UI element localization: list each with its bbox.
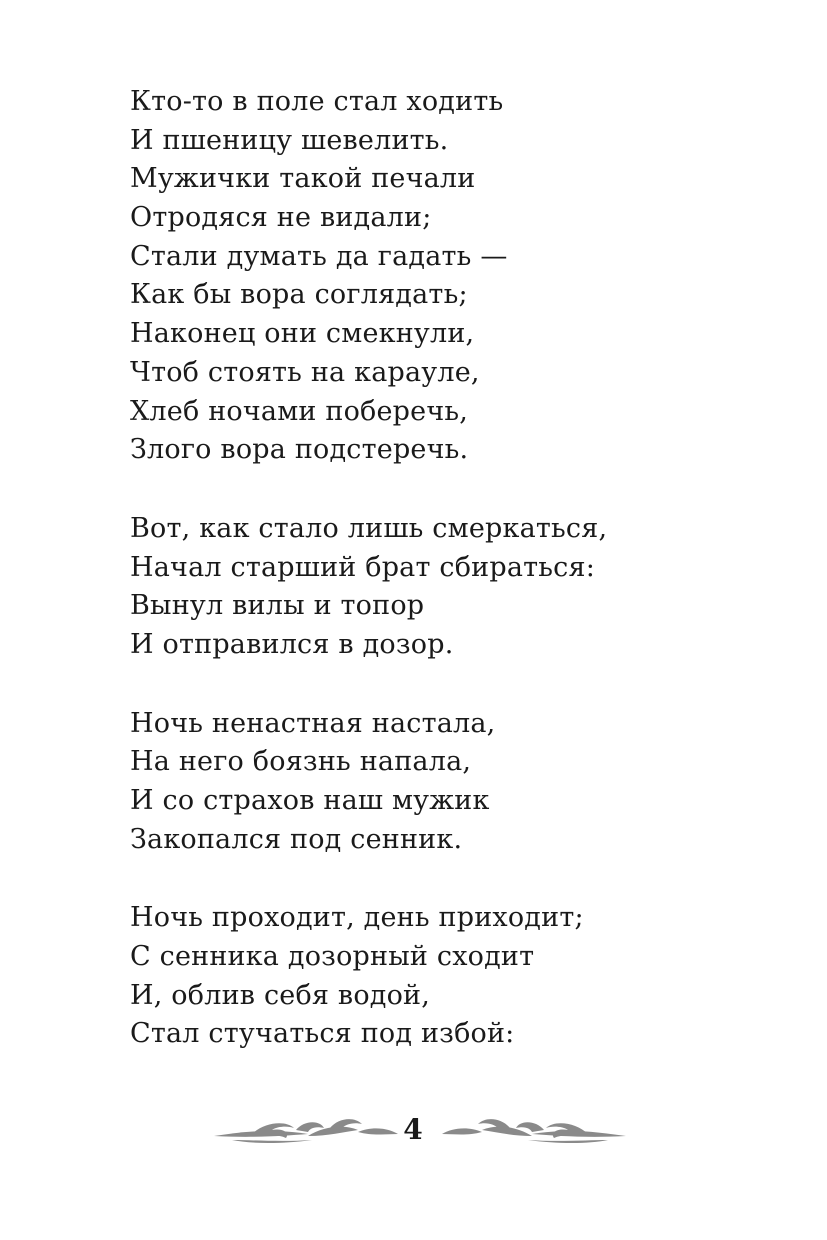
poem-line: Мужички такой печали bbox=[130, 163, 476, 195]
poem-text bbox=[130, 83, 790, 1094]
poem-line: Отродяся не видали; bbox=[130, 202, 432, 234]
poem-line: Ночь проходит, день приходит; bbox=[130, 902, 584, 934]
flourish-ornament-left-icon bbox=[212, 1114, 412, 1150]
page-footer bbox=[0, 1108, 827, 1158]
stanza-2 bbox=[130, 510, 790, 665]
poem-line: Хлеб ночами поберечь, bbox=[130, 395, 469, 427]
stanza-3 bbox=[130, 705, 790, 860]
poem-line: И со страхов наш мужик bbox=[130, 785, 490, 816]
poem-line: И пшеницу шевелить. bbox=[130, 124, 449, 156]
poem-line: Кто-то в поле стал ходить bbox=[130, 86, 504, 117]
poem-line: Ночь ненастная настала, bbox=[130, 707, 496, 739]
poem-line: Вынул вилы и топор bbox=[130, 590, 425, 622]
poem-line: Наконец они смекнули, bbox=[130, 318, 475, 350]
poem-line: Закопался под сенник. bbox=[130, 823, 463, 855]
poem-line: На него боязнь напала, bbox=[130, 746, 472, 778]
stanza-1 bbox=[130, 83, 790, 470]
poem-line: Чтоб стоять на карауле, bbox=[130, 356, 480, 388]
poem-line: Злого вора подстеречь. bbox=[130, 434, 469, 466]
flourish-ornament-right-icon bbox=[428, 1114, 628, 1150]
poem-line: Как бы вора соглядать; bbox=[130, 279, 468, 311]
poem-line: Стал стучаться под избой: bbox=[130, 1018, 515, 1050]
poem-line: И отправился в дозор. bbox=[130, 628, 454, 660]
poem-line: И, облив себя водой, bbox=[130, 979, 431, 1011]
page-number: 4 bbox=[403, 1113, 423, 1146]
poem-line: Начал старший брат сбираться: bbox=[130, 551, 596, 583]
poem-line: Вот, как стало лишь смеркаться, bbox=[130, 512, 608, 544]
stanza-4 bbox=[130, 899, 790, 1054]
poem-line: Стали думать да гадать — bbox=[130, 240, 508, 272]
poem-line: С сенника дозорный сходит bbox=[130, 941, 535, 973]
